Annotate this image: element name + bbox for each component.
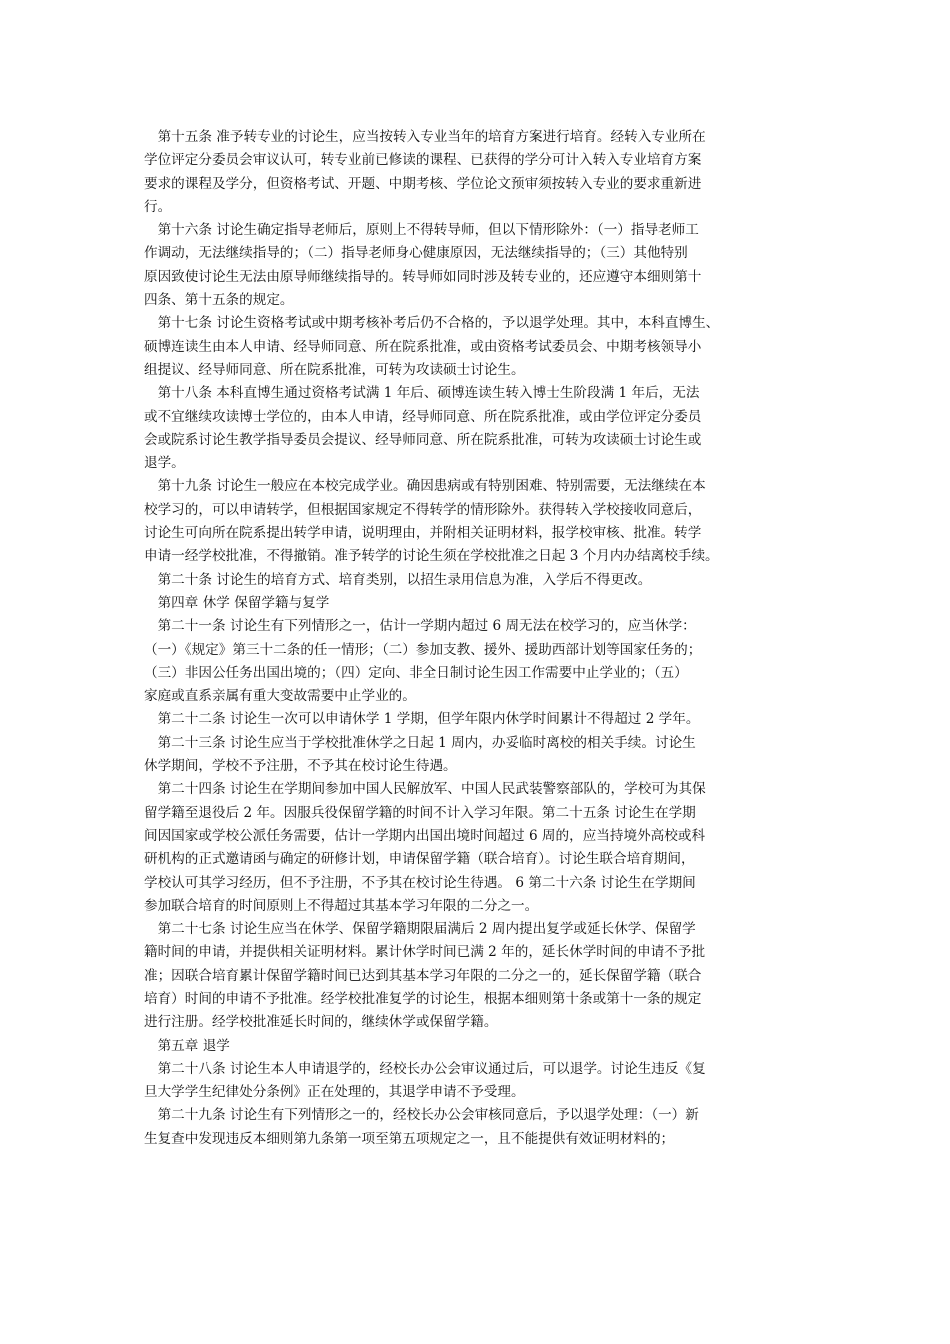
text-line: 第二十三条 讨论生应当于学校批准休学之日起 1 周内，办妥临时离校的相关手续。讨论生	[144, 734, 696, 751]
text-line: 退学。	[144, 455, 185, 472]
text-line: 第二十七条 讨论生应当在休学、保留学籍期限届满后 2 周内提出复学或延长休学、保留学	[144, 921, 696, 938]
paragraph	[144, 219, 812, 312]
text-line: 第二十四条 讨论生在学期间参加中国人民解放军、中国人民武装警察部队的，学校可为其保	[144, 781, 706, 798]
text-line: 第二十八条 讨论生本人申请退学的，经校长办公会审议通过后，可以退学。讨论生违反《复	[144, 1060, 706, 1077]
text-line: （一）《规定》第三十二条的任一情形；（二）参加支教、援外、援助西部计划等国家任务的；	[144, 641, 702, 658]
text-line: 第十七条 讨论生资格考试或中期考核补考后仍不合格的，予以退学处理。其中，本科直博生、	[144, 315, 720, 332]
text-line: 第二十九条 讨论生有下列情形之一的，经校长办公会审核同意后，予以退学处理：（一）新	[144, 1107, 699, 1124]
text-line: 间因国家或学校公派任务需要，估计一学期内出国出境时间超过 6 周的，应当持境外高校或科	[144, 827, 706, 844]
text-line: 进行注册。经学校批准延长时间的，继续休学或保留学籍。	[144, 1014, 498, 1031]
paragraph	[144, 382, 812, 475]
text-line: 第十八条 本科直博生通过资格考试满 1 年后、硕博连读生转入博士生阶段满 1 年后，无法	[144, 385, 700, 402]
text-line: 第十五条 准予转专业的讨论生，应当按转入专业当年的培育方案进行培育。经转入专业所在	[144, 129, 706, 145]
paragraph	[144, 1035, 812, 1058]
paragraph	[144, 475, 812, 568]
paragraph	[144, 708, 812, 731]
text-line: 原因致使讨论生无法由原导师继续指导的。转导师如同时涉及转专业的，还应遵守本细则第十	[144, 268, 702, 285]
text-line: 申请一经学校批准，不得撤销。准予转学的讨论生须在学校批准之日起 3 个月内办结离校手续。	[144, 548, 719, 565]
text-line: 留学籍至退役后 2 年。因服兵役保留学籍的时间不计入学习年限。第二十五条 讨论生在学期	[144, 804, 696, 821]
text-line: 讨论生可向所在院系提出转学申请，说明理由，并附相关证明材料，报学校审核、批准。转学	[144, 525, 702, 542]
text-line: 第二十二条 讨论生一次可以申请休学 1 学期，但学年限内休学时间累计不得超过 2 学年。	[144, 711, 700, 728]
text-line: 四条、第十五条的规定。	[144, 292, 294, 309]
text-line: 会或院系讨论生教学指导委员会提议、经导师同意、所在院系批准，可转为攻读硕士讨论生或	[144, 431, 702, 448]
text-line: 休学期间，学校不予注册，不予其在校讨论生待遇。	[144, 758, 457, 775]
text-line: 籍时间的申请，并提供相关证明材料。累计休学时间已满 2 年的，延长休学时间的申请不予批	[144, 944, 706, 961]
text-line: 行。	[144, 198, 172, 215]
text-line: 第十九条 讨论生一般应在本校完成学业。确因患病或有特别困难、特别需要，无法继续在本	[144, 478, 706, 495]
text-line: 准；因联合培育累计保留学籍时间已达到其基本学习年限的二分之一的，延长保留学籍（联合	[144, 967, 702, 984]
text-line: 硕博连读生由本人申请、经导师同意、所在院系批准，或由资格考试委员会、中期考核领导小	[144, 338, 702, 355]
text-line: 学位评定分委员会审议认可，转专业前已修读的课程、已获得的学分可计入转入专业培育方案	[144, 152, 702, 169]
paragraph	[144, 732, 812, 779]
paragraph	[144, 312, 812, 382]
text-line: 旦大学学生纪律处分条例》正在处理的，其退学申请不予受理。	[144, 1084, 525, 1101]
paragraph	[144, 592, 812, 615]
paragraph	[144, 918, 812, 1034]
paragraph	[144, 1104, 812, 1151]
document-body	[144, 126, 812, 1151]
text-line: 作调动，无法继续指导的；（二）指导老师身心健康原因，无法继续指导的；（三）其他特别	[144, 245, 688, 262]
text-line: 要求的课程及学分，但资格考试、开题、中期考核、学位论文预审须按转入专业的要求重新进	[144, 175, 702, 192]
text-line: 第二十一条 讨论生有下列情形之一，估计一学期内超过 6 周无法在校学习的，应当休学：	[144, 618, 696, 635]
text-line: 组提议、经导师同意、所在院系批准，可转为攻读硕士讨论生。	[144, 361, 525, 378]
text-line: 培育）时间的申请不予批准。经学校批准复学的讨论生，根据本细则第十条或第十一条的规定	[144, 990, 702, 1007]
paragraph	[144, 778, 812, 918]
text-line: （三）非因公任务出国出境的；（四）定向、非全日制讨论生因工作需要中止学业的；（五）	[144, 664, 688, 681]
text-line: 或不宜继续攻读博士学位的，由本人申请，经导师同意、所在院系批准，或由学位评定分委员	[144, 408, 702, 425]
text-line: 学校认可其学习经历，但不予注册，不予其在校讨论生待遇。 6 第二十六条 讨论生在学期间	[144, 874, 696, 891]
paragraph	[144, 126, 812, 219]
text-line: 家庭或直系亲属有重大变故需要中止学业的。	[144, 688, 416, 705]
paragraph	[144, 1058, 812, 1105]
text-line: 第四章 休学 保留学籍与复学	[144, 594, 330, 611]
text-line: 第五章 退学	[144, 1037, 230, 1054]
text-line: 参加联合培育的时间原则上不得超过其基本学习年限的二分之一。	[144, 897, 539, 914]
text-line: 生复查中发现违反本细则第九条第一项至第五项规定之一，且不能提供有效证明材料的；	[144, 1130, 675, 1147]
text-line: 第十六条 讨论生确定指导老师后，原则上不得转导师，但以下情形除外：（一）指导老师工	[144, 222, 699, 239]
paragraph	[144, 569, 812, 592]
text-line: 校学习的，可以申请转学，但根据国家规定不得转学的情形除外。获得转入学校接收同意后，	[144, 501, 702, 518]
text-line: 研机构的正式邀请函与确定的研修计划，申请保留学籍（联合培育）。讨论生联合培育期间，	[144, 851, 695, 868]
paragraph	[144, 615, 812, 708]
text-line: 第二十条 讨论生的培育方式、培育类别，以招生录用信息为准，入学后不得更改。	[144, 571, 652, 588]
